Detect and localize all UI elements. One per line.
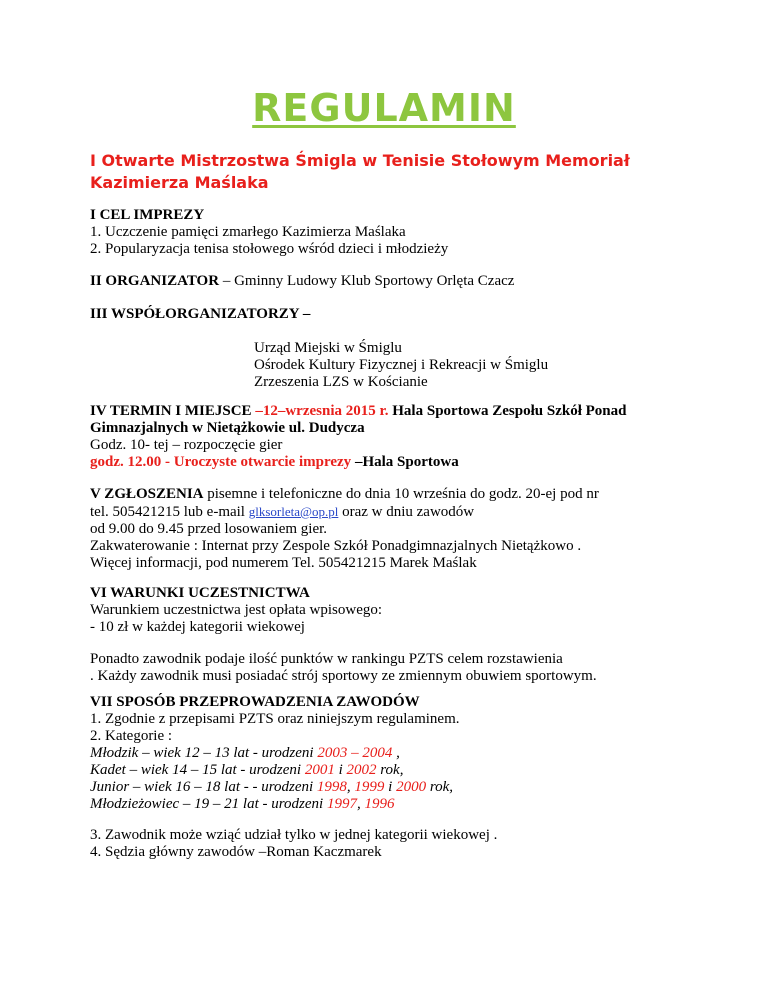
section-registration <box>90 486 690 572</box>
rules-item: 3. Zawodnik może wziąć udział tylko w jednej kategorii wiekowej . <box>90 827 498 843</box>
category-mlodzik: Młodzik – wiek 12 – 13 lat - urodzeni 2003 – 2004 , <box>90 745 400 761</box>
section-registration-heading: V ZGŁOSZENIA <box>90 486 204 502</box>
event-venue: Hala Sportowa Zespołu Szkół Ponad <box>388 403 627 419</box>
document-title: REGULAMIN <box>252 86 516 130</box>
contact-info: Więcej informacji, pod numerem Tel. 505421215 Marek Maślak <box>90 555 477 571</box>
entry-fee: - 10 zł w każdej kategorii wiekowej <box>90 619 305 635</box>
ranking-note: Ponadto zawodnik podaje ilość punktów w rankingu PZTS celem rozstawienia <box>90 651 563 667</box>
section-goal-heading: I CEL IMPREZY <box>90 207 205 223</box>
participation-notes <box>90 651 690 685</box>
registration-hours: od 9.00 do 9.45 przed losowaniem gier. <box>90 521 328 537</box>
email-link[interactable]: glksorleta@op.pl <box>248 504 339 519</box>
category-kadet: Kadet – wiek 14 – 15 lat - urodzeni 2001 i 2002 rok, <box>90 762 404 778</box>
co-organizer-item: Zrzeszenia LZS w Kościanie <box>254 374 428 390</box>
registration-text: pisemne i telefoniczne do dnia 10 września do godz. 20-ej pod nr <box>203 486 599 502</box>
goal-item: 2. Popularyzacja tenisa stołowego wśród dzieci i młodzieży <box>90 241 449 257</box>
section-co-organizers <box>90 306 690 323</box>
section-organizer-heading: II ORGANIZATOR <box>90 273 220 289</box>
opening-time: godz. 12.00 - Uroczyste otwarcie imprezy <box>90 454 355 470</box>
registration-phone: tel. 505421215 lub e-mail <box>90 504 249 520</box>
section-participation-heading: VI WARUNKI UCZESTNICTWA <box>90 585 310 601</box>
co-organizers-list <box>90 340 690 391</box>
event-venue-address: Gimnazjalnych w Nietążkowie ul. Dudycza <box>90 420 365 436</box>
start-time: Godz. 10- tej – rozpoczęcie gier <box>90 437 283 453</box>
section-competition-rules <box>90 694 690 813</box>
competition-rules-notes <box>90 827 690 861</box>
head-referee: 4. Sędzia główny zawodów –Roman Kaczmarek <box>90 844 382 860</box>
organizer-name: – Gminny Ludowy Klub Sportowy Orlęta Czacz <box>219 273 515 289</box>
accommodation-info: Zakwaterowanie : Internat przy Zespole Szkół Ponadgimnazjalnych Nietążkowo . <box>90 538 582 554</box>
section-competition-rules-heading: VII SPOSÓB PRZEPROWADZENIA ZAWODÓW <box>90 694 420 710</box>
attire-note: . Każdy zawodnik musi posiadać strój sportowy ze zmiennym obuwiem sportowym. <box>90 668 597 684</box>
section-co-organizers-heading: III WSPÓŁORGANIZATORZY – <box>90 306 311 322</box>
category-junior: Junior – wiek 16 – 18 lat - - urodzeni 1998, 1999 i 2000 rok, <box>90 779 454 795</box>
section-date-place <box>90 403 690 471</box>
event-subtitle: I Otwarte Mistrzostwa Śmigla w Tenisie Stołowym Memoriał Kazimierza Maślaka <box>90 151 630 192</box>
co-organizer-item: Urząd Miejski w Śmiglu <box>254 340 402 356</box>
section-date-place-heading: IV TERMIN I MIEJSCE <box>90 403 256 419</box>
section-organizer <box>90 273 690 290</box>
opening-venue: –Hala Sportowa <box>354 454 459 470</box>
section-participation <box>90 585 690 636</box>
category-mlodziezowiec: Młodzieżowiec – 19 – 21 lat - urodzeni 1997, 1996 <box>90 796 395 812</box>
rules-item: 1. Zgodnie z przepisami PZTS oraz niniejszym regulaminem. <box>90 711 460 727</box>
rules-item: 2. Kategorie : <box>90 728 173 744</box>
section-goal <box>90 207 690 258</box>
goal-item: 1. Uczczenie pamięci zmarłego Kazimierza Maślaka <box>90 224 406 240</box>
co-organizer-item: Ośrodek Kultury Fizycznej i Rekreacji w Śmiglu <box>254 357 549 373</box>
registration-text: oraz w dniu zawodów <box>338 504 475 520</box>
participation-text: Warunkiem uczestnictwa jest opłata wpisowego: <box>90 602 383 618</box>
event-date: –12–wrzesnia 2015 r. <box>255 403 389 419</box>
